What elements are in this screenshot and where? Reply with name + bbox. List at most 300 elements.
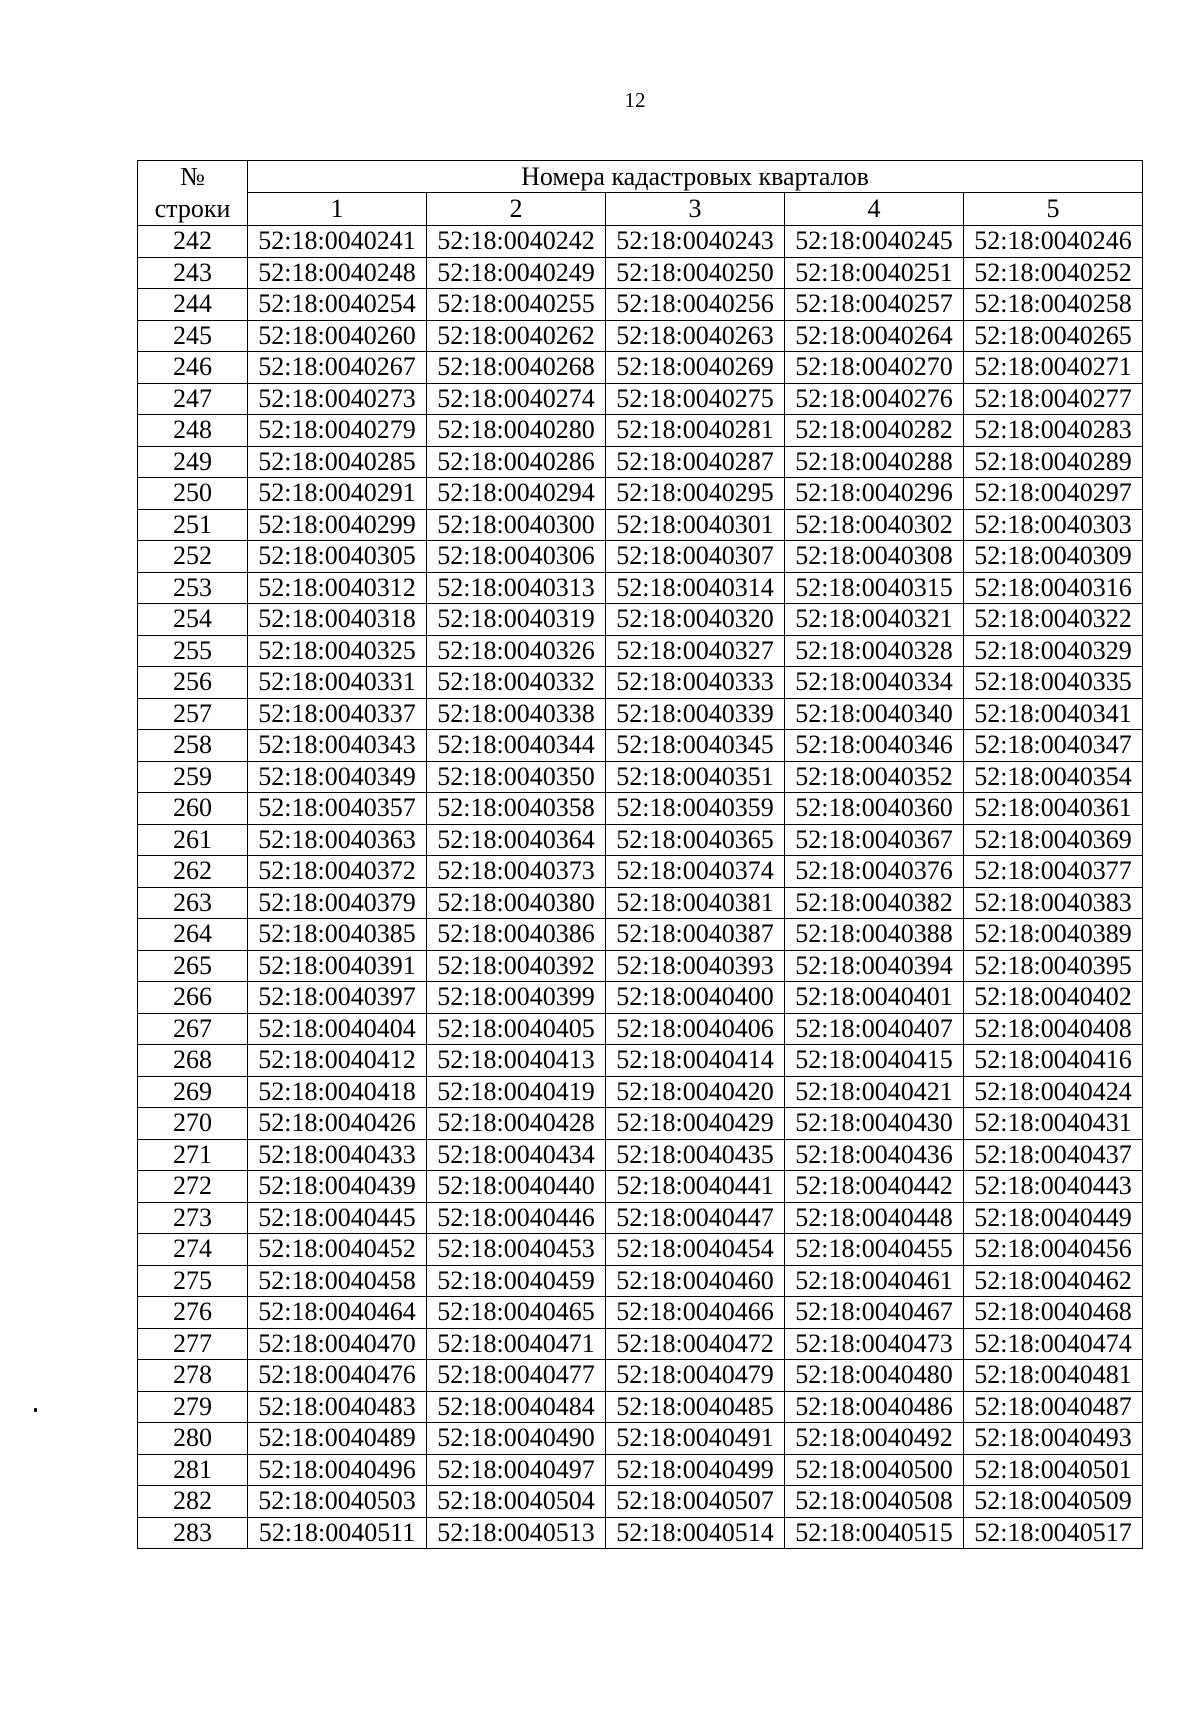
row-number-cell: 257 [138,698,248,730]
column-number-header: 5 [964,193,1143,226]
cadastral-quarter-cell: 52:18:0040499 [606,1454,785,1486]
cadastral-quarter-cell: 52:18:0040406 [606,1013,785,1045]
table-row [138,761,1143,793]
cadastral-quarter-cell: 52:18:0040485 [606,1391,785,1423]
cadastral-quarter-cell: 52:18:0040387 [606,919,785,951]
cadastral-quarter-cell: 52:18:0040318 [248,604,427,636]
table-row [138,1328,1143,1360]
cadastral-quarter-cell: 52:18:0040308 [785,541,964,573]
cadastral-quarter-cell: 52:18:0040337 [248,698,427,730]
cadastral-quarter-cell: 52:18:0040270 [785,352,964,384]
cadastral-quarter-cell: 52:18:0040359 [606,793,785,825]
cadastral-quarter-cell: 52:18:0040461 [785,1265,964,1297]
cadastral-quarter-cell: 52:18:0040282 [785,415,964,447]
cadastral-quarter-cell: 52:18:0040443 [964,1171,1143,1203]
table-header [138,161,1143,226]
cadastral-quarter-cell: 52:18:0040262 [427,320,606,352]
table-row [138,950,1143,982]
cadastral-quarter-cell: 52:18:0040349 [248,761,427,793]
cadastral-quarter-cell: 52:18:0040464 [248,1297,427,1329]
cadastral-quarter-cell: 52:18:0040267 [248,352,427,384]
cadastral-quarter-cell: 52:18:0040364 [427,824,606,856]
cadastral-quarter-cell: 52:18:0040372 [248,856,427,888]
cadastral-quarter-cell: 52:18:0040258 [964,289,1143,321]
cadastral-quarter-cell: 52:18:0040315 [785,572,964,604]
cadastral-quarter-cell: 52:18:0040248 [248,257,427,289]
row-number-header-line1: № [180,162,205,191]
cadastral-quarter-cell: 52:18:0040419 [427,1076,606,1108]
cadastral-quarter-cell: 52:18:0040480 [785,1360,964,1392]
cadastral-quarter-cell: 52:18:0040316 [964,572,1143,604]
cadastral-quarter-cell: 52:18:0040476 [248,1360,427,1392]
table-row [138,635,1143,667]
cadastral-quarter-cell: 52:18:0040338 [427,698,606,730]
row-number-cell: 270 [138,1108,248,1140]
cadastral-quarter-cell: 52:18:0040434 [427,1139,606,1171]
cadastral-quarter-cell: 52:18:0040481 [964,1360,1143,1392]
cadastral-quarter-cell: 52:18:0040489 [248,1423,427,1455]
cadastral-quarter-cell: 52:18:0040388 [785,919,964,951]
cadastral-quarter-cell: 52:18:0040360 [785,793,964,825]
cadastral-quarter-cell: 52:18:0040289 [964,446,1143,478]
cadastral-quarter-cell: 52:18:0040328 [785,635,964,667]
cadastral-quarter-cell: 52:18:0040404 [248,1013,427,1045]
cadastral-quarter-cell: 52:18:0040280 [427,415,606,447]
cadastral-quarter-cell: 52:18:0040413 [427,1045,606,1077]
row-number-cell: 271 [138,1139,248,1171]
row-number-cell: 272 [138,1171,248,1203]
cadastral-quarter-cell: 52:18:0040243 [606,226,785,258]
cadastral-quarter-cell: 52:18:0040351 [606,761,785,793]
row-number-header-line2: строки [154,194,231,223]
cadastral-quarter-cell: 52:18:0040382 [785,887,964,919]
cadastral-quarter-cell: 52:18:0040448 [785,1202,964,1234]
cadastral-quarter-cell: 52:18:0040341 [964,698,1143,730]
cadastral-quarter-cell: 52:18:0040314 [606,572,785,604]
cadastral-quarter-cell: 52:18:0040456 [964,1234,1143,1266]
row-number-cell: 267 [138,1013,248,1045]
table-row [138,1297,1143,1329]
cadastral-quarter-cell: 52:18:0040446 [427,1202,606,1234]
cadastral-quarter-cell: 52:18:0040276 [785,383,964,415]
row-number-cell: 282 [138,1486,248,1518]
table-row [138,509,1143,541]
cadastral-quarter-cell: 52:18:0040321 [785,604,964,636]
cadastral-quarter-cell: 52:18:0040383 [964,887,1143,919]
cadastral-quarter-cell: 52:18:0040302 [785,509,964,541]
cadastral-quarter-cell: 52:18:0040501 [964,1454,1143,1486]
cadastral-quarter-cell: 52:18:0040313 [427,572,606,604]
row-number-cell: 252 [138,541,248,573]
cadastral-quarter-cell: 52:18:0040462 [964,1265,1143,1297]
cadastral-quarter-cell: 52:18:0040421 [785,1076,964,1108]
cadastral-quarter-cell: 52:18:0040415 [785,1045,964,1077]
cadastral-quarter-cell: 52:18:0040286 [427,446,606,478]
cadastral-quarter-cell: 52:18:0040365 [606,824,785,856]
cadastral-quarter-cell: 52:18:0040377 [964,856,1143,888]
cadastral-quarter-cell: 52:18:0040299 [248,509,427,541]
cadastral-quarter-cell: 52:18:0040295 [606,478,785,510]
table-row [138,1265,1143,1297]
cadastral-quarter-cell: 52:18:0040256 [606,289,785,321]
table-row [138,1108,1143,1140]
table-row [138,478,1143,510]
table-row [138,887,1143,919]
row-number-cell: 275 [138,1265,248,1297]
row-number-cell: 280 [138,1423,248,1455]
row-number-cell: 264 [138,919,248,951]
cadastral-quarter-cell: 52:18:0040325 [248,635,427,667]
cadastral-quarter-cell: 52:18:0040514 [606,1517,785,1549]
cadastral-quarter-cell: 52:18:0040343 [248,730,427,762]
table-row [138,604,1143,636]
cadastral-quarter-cell: 52:18:0040373 [427,856,606,888]
quarters-group-header: Номера кадастровых кварталов [248,161,1143,193]
cadastral-quarter-cell: 52:18:0040452 [248,1234,427,1266]
cadastral-quarter-cell: 52:18:0040435 [606,1139,785,1171]
column-number-header: 4 [785,193,964,226]
table-row [138,226,1143,258]
cadastral-quarter-cell: 52:18:0040260 [248,320,427,352]
cadastral-quarter-cell: 52:18:0040389 [964,919,1143,951]
cadastral-quarter-cell: 52:18:0040402 [964,982,1143,1014]
table-row [138,1045,1143,1077]
row-number-cell: 266 [138,982,248,1014]
row-number-cell: 268 [138,1045,248,1077]
row-number-cell: 247 [138,383,248,415]
row-number-cell: 261 [138,824,248,856]
table-row [138,1454,1143,1486]
cadastral-quarter-cell: 52:18:0040407 [785,1013,964,1045]
cadastral-quarter-cell: 52:18:0040275 [606,383,785,415]
cadastral-quarter-cell: 52:18:0040320 [606,604,785,636]
cadastral-quarter-cell: 52:18:0040453 [427,1234,606,1266]
cadastral-quarter-cell: 52:18:0040385 [248,919,427,951]
cadastral-quarter-cell: 52:18:0040458 [248,1265,427,1297]
cadastral-quarter-cell: 52:18:0040312 [248,572,427,604]
cadastral-quarter-cell: 52:18:0040483 [248,1391,427,1423]
row-number-cell: 253 [138,572,248,604]
cadastral-quarter-cell: 52:18:0040294 [427,478,606,510]
cadastral-quarter-cell: 52:18:0040300 [427,509,606,541]
column-number-header: 1 [248,193,427,226]
cadastral-quarter-cell: 52:18:0040271 [964,352,1143,384]
table-row [138,1171,1143,1203]
row-number-cell: 281 [138,1454,248,1486]
table-row [138,1517,1143,1549]
header-row-group [138,161,1143,193]
row-number-cell: 243 [138,257,248,289]
cadastral-quarter-cell: 52:18:0040264 [785,320,964,352]
cadastral-quarter-cell: 52:18:0040333 [606,667,785,699]
page-number: 12 [624,88,646,112]
cadastral-quarter-cell: 52:18:0040416 [964,1045,1143,1077]
cadastral-quarter-cell: 52:18:0040297 [964,478,1143,510]
table-row [138,289,1143,321]
cadastral-quarter-cell: 52:18:0040361 [964,793,1143,825]
row-number-cell: 254 [138,604,248,636]
cadastral-quarter-cell: 52:18:0040329 [964,635,1143,667]
cadastral-quarter-cell: 52:18:0040509 [964,1486,1143,1518]
cadastral-quarter-cell: 52:18:0040265 [964,320,1143,352]
cadastral-quarter-cell: 52:18:0040414 [606,1045,785,1077]
table-row [138,824,1143,856]
table-body [138,226,1143,1549]
cadastral-quarter-cell: 52:18:0040245 [785,226,964,258]
cadastral-quarter-cell: 52:18:0040440 [427,1171,606,1203]
cadastral-quarter-cell: 52:18:0040250 [606,257,785,289]
cadastral-quarter-cell: 52:18:0040367 [785,824,964,856]
cadastral-quarter-cell: 52:18:0040397 [248,982,427,1014]
cadastral-quarter-cell: 52:18:0040418 [248,1076,427,1108]
cadastral-quarter-cell: 52:18:0040357 [248,793,427,825]
cadastral-quarter-cell: 52:18:0040273 [248,383,427,415]
cadastral-quarter-cell: 52:18:0040346 [785,730,964,762]
cadastral-quarter-cell: 52:18:0040412 [248,1045,427,1077]
table-row [138,793,1143,825]
cadastral-quarter-cell: 52:18:0040492 [785,1423,964,1455]
cadastral-quarter-cell: 52:18:0040497 [427,1454,606,1486]
cadastral-quarter-cell: 52:18:0040363 [248,824,427,856]
cadastral-quarter-cell: 52:18:0040500 [785,1454,964,1486]
row-number-cell: 248 [138,415,248,447]
cadastral-quarter-cell: 52:18:0040307 [606,541,785,573]
cadastral-quarter-cell: 52:18:0040496 [248,1454,427,1486]
cadastral-quarter-cell: 52:18:0040474 [964,1328,1143,1360]
table-row [138,1013,1143,1045]
table-row [138,1202,1143,1234]
cadastral-quarter-cell: 52:18:0040400 [606,982,785,1014]
cadastral-quarter-cell: 52:18:0040490 [427,1423,606,1455]
cadastral-quarter-cell: 52:18:0040309 [964,541,1143,573]
cadastral-quarter-cell: 52:18:0040442 [785,1171,964,1203]
cadastral-quarter-cell: 52:18:0040426 [248,1108,427,1140]
cadastral-quarter-cell: 52:18:0040380 [427,887,606,919]
cadastral-quarter-cell: 52:18:0040455 [785,1234,964,1266]
row-number-cell: 274 [138,1234,248,1266]
table-row [138,698,1143,730]
table-row [138,320,1143,352]
cadastral-quarter-cell: 52:18:0040352 [785,761,964,793]
cadastral-quarter-cell: 52:18:0040268 [427,352,606,384]
cadastral-quarter-cell: 52:18:0040344 [427,730,606,762]
cadastral-quarter-cell: 52:18:0040381 [606,887,785,919]
table-row [138,1486,1143,1518]
cadastral-quarter-cell: 52:18:0040504 [427,1486,606,1518]
cadastral-quarter-cell: 52:18:0040242 [427,226,606,258]
cadastral-quarter-cell: 52:18:0040493 [964,1423,1143,1455]
cadastral-quarter-cell: 52:18:0040436 [785,1139,964,1171]
cadastral-quarter-cell: 52:18:0040445 [248,1202,427,1234]
cadastral-quarter-cell: 52:18:0040507 [606,1486,785,1518]
cadastral-quarter-cell: 52:18:0040287 [606,446,785,478]
cadastral-quarter-cell: 52:18:0040306 [427,541,606,573]
row-number-cell: 249 [138,446,248,478]
cadastral-quarter-cell: 52:18:0040350 [427,761,606,793]
cadastral-quarter-cell: 52:18:0040399 [427,982,606,1014]
cadastral-quarter-cell: 52:18:0040303 [964,509,1143,541]
row-number-cell: 246 [138,352,248,384]
cadastral-quarter-cell: 52:18:0040305 [248,541,427,573]
cadastral-quarter-cell: 52:18:0040374 [606,856,785,888]
cadastral-quarter-cell: 52:18:0040254 [248,289,427,321]
table-row [138,446,1143,478]
row-number-cell: 277 [138,1328,248,1360]
cadastral-quarter-cell: 52:18:0040332 [427,667,606,699]
cadastral-quarter-cell: 52:18:0040428 [427,1108,606,1140]
cadastral-quarter-cell: 52:18:0040447 [606,1202,785,1234]
row-number-cell: 255 [138,635,248,667]
table-row [138,982,1143,1014]
cadastral-quarter-cell: 52:18:0040477 [427,1360,606,1392]
cadastral-quarter-cell: 52:18:0040354 [964,761,1143,793]
cadastral-quarter-cell: 52:18:0040241 [248,226,427,258]
scan-speck [34,1408,37,1412]
cadastral-quarter-cell: 52:18:0040420 [606,1076,785,1108]
cadastral-quarter-cell: 52:18:0040263 [606,320,785,352]
cadastral-quarter-cell: 52:18:0040467 [785,1297,964,1329]
row-number-cell: 283 [138,1517,248,1549]
table-row [138,1234,1143,1266]
cadastral-quarter-cell: 52:18:0040391 [248,950,427,982]
cadastral-quarter-cell: 52:18:0040471 [427,1328,606,1360]
cadastral-quarter-cell: 52:18:0040279 [248,415,427,447]
row-number-cell: 258 [138,730,248,762]
cadastral-quarter-cell: 52:18:0040376 [785,856,964,888]
cadastral-quarter-cell: 52:18:0040345 [606,730,785,762]
cadastral-quarter-cell: 52:18:0040439 [248,1171,427,1203]
table-row [138,1423,1143,1455]
cadastral-quarter-cell: 52:18:0040459 [427,1265,606,1297]
cadastral-quarter-cell: 52:18:0040460 [606,1265,785,1297]
table-row [138,667,1143,699]
cadastral-quarter-cell: 52:18:0040454 [606,1234,785,1266]
cadastral-quarter-cell: 52:18:0040379 [248,887,427,919]
row-number-cell: 251 [138,509,248,541]
cadastral-quarter-cell: 52:18:0040393 [606,950,785,982]
cadastral-quarter-cell: 52:18:0040429 [606,1108,785,1140]
cadastral-quarters-table [137,160,1143,1549]
row-number-header [138,161,248,226]
cadastral-quarter-cell: 52:18:0040285 [248,446,427,478]
cadastral-quarter-cell: 52:18:0040257 [785,289,964,321]
cadastral-quarter-cell: 52:18:0040331 [248,667,427,699]
cadastral-quarter-cell: 52:18:0040479 [606,1360,785,1392]
cadastral-quarter-cell: 52:18:0040430 [785,1108,964,1140]
table-row [138,730,1143,762]
cadastral-quarter-cell: 52:18:0040283 [964,415,1143,447]
row-number-cell: 273 [138,1202,248,1234]
cadastral-quarter-cell: 52:18:0040472 [606,1328,785,1360]
table-row [138,352,1143,384]
cadastral-quarter-cell: 52:18:0040386 [427,919,606,951]
cadastral-quarter-cell: 52:18:0040251 [785,257,964,289]
cadastral-quarter-cell: 52:18:0040433 [248,1139,427,1171]
cadastral-quarter-cell: 52:18:0040468 [964,1297,1143,1329]
cadastral-quarter-cell: 52:18:0040288 [785,446,964,478]
table-row [138,1076,1143,1108]
cadastral-quarter-cell: 52:18:0040484 [427,1391,606,1423]
row-number-cell: 262 [138,856,248,888]
cadastral-quarter-cell: 52:18:0040327 [606,635,785,667]
cadastral-quarter-cell: 52:18:0040511 [248,1517,427,1549]
cadastral-quarter-cell: 52:18:0040269 [606,352,785,384]
cadastral-quarter-cell: 52:18:0040408 [964,1013,1143,1045]
row-number-cell: 244 [138,289,248,321]
row-number-cell: 259 [138,761,248,793]
cadastral-quarter-cell: 52:18:0040249 [427,257,606,289]
cadastral-quarter-cell: 52:18:0040281 [606,415,785,447]
row-number-cell: 269 [138,1076,248,1108]
cadastral-quarter-cell: 52:18:0040487 [964,1391,1143,1423]
cadastral-quarter-cell: 52:18:0040358 [427,793,606,825]
cadastral-quarter-cell: 52:18:0040326 [427,635,606,667]
row-number-cell: 278 [138,1360,248,1392]
table-row [138,383,1143,415]
cadastral-quarter-cell: 52:18:0040424 [964,1076,1143,1108]
cadastral-quarter-cell: 52:18:0040437 [964,1139,1143,1171]
cadastral-quarter-cell: 52:18:0040401 [785,982,964,1014]
table-row [138,1139,1143,1171]
cadastral-quarter-cell: 52:18:0040369 [964,824,1143,856]
cadastral-quarter-cell: 52:18:0040486 [785,1391,964,1423]
cadastral-quarter-cell: 52:18:0040322 [964,604,1143,636]
cadastral-quarter-cell: 52:18:0040339 [606,698,785,730]
column-number-header: 3 [606,193,785,226]
cadastral-quarter-cell: 52:18:0040466 [606,1297,785,1329]
cadastral-quarter-cell: 52:18:0040508 [785,1486,964,1518]
row-number-cell: 245 [138,320,248,352]
cadastral-quarter-cell: 52:18:0040431 [964,1108,1143,1140]
cadastral-quarter-cell: 52:18:0040252 [964,257,1143,289]
row-number-cell: 265 [138,950,248,982]
cadastral-quarter-cell: 52:18:0040449 [964,1202,1143,1234]
cadastral-quarter-cell: 52:18:0040277 [964,383,1143,415]
cadastral-quarter-cell: 52:18:0040441 [606,1171,785,1203]
table-row [138,415,1143,447]
table-row [138,1391,1143,1423]
cadastral-quarter-cell: 52:18:0040392 [427,950,606,982]
row-number-cell: 250 [138,478,248,510]
table-row [138,919,1143,951]
row-number-cell: 256 [138,667,248,699]
cadastral-quarter-cell: 52:18:0040347 [964,730,1143,762]
table-row [138,572,1143,604]
cadastral-quarter-cell: 52:18:0040491 [606,1423,785,1455]
cadastral-quarter-cell: 52:18:0040395 [964,950,1143,982]
row-number-cell: 260 [138,793,248,825]
cadastral-quarter-cell: 52:18:0040515 [785,1517,964,1549]
cadastral-quarter-cell: 52:18:0040340 [785,698,964,730]
cadastral-quarter-cell: 52:18:0040394 [785,950,964,982]
cadastral-quarter-cell: 52:18:0040301 [606,509,785,541]
cadastral-quarter-cell: 52:18:0040470 [248,1328,427,1360]
cadastral-quarter-cell: 52:18:0040405 [427,1013,606,1045]
table-row [138,1360,1143,1392]
cadastral-quarter-cell: 52:18:0040296 [785,478,964,510]
cadastral-quarter-cell: 52:18:0040291 [248,478,427,510]
table-row [138,541,1143,573]
table-row [138,257,1143,289]
cadastral-quarter-cell: 52:18:0040274 [427,383,606,415]
column-number-header: 2 [427,193,606,226]
row-number-cell: 276 [138,1297,248,1329]
cadastral-quarter-cell: 52:18:0040335 [964,667,1143,699]
cadastral-quarter-cell: 52:18:0040473 [785,1328,964,1360]
row-number-cell: 242 [138,226,248,258]
header-row-columns [138,193,1143,226]
row-number-cell: 279 [138,1391,248,1423]
